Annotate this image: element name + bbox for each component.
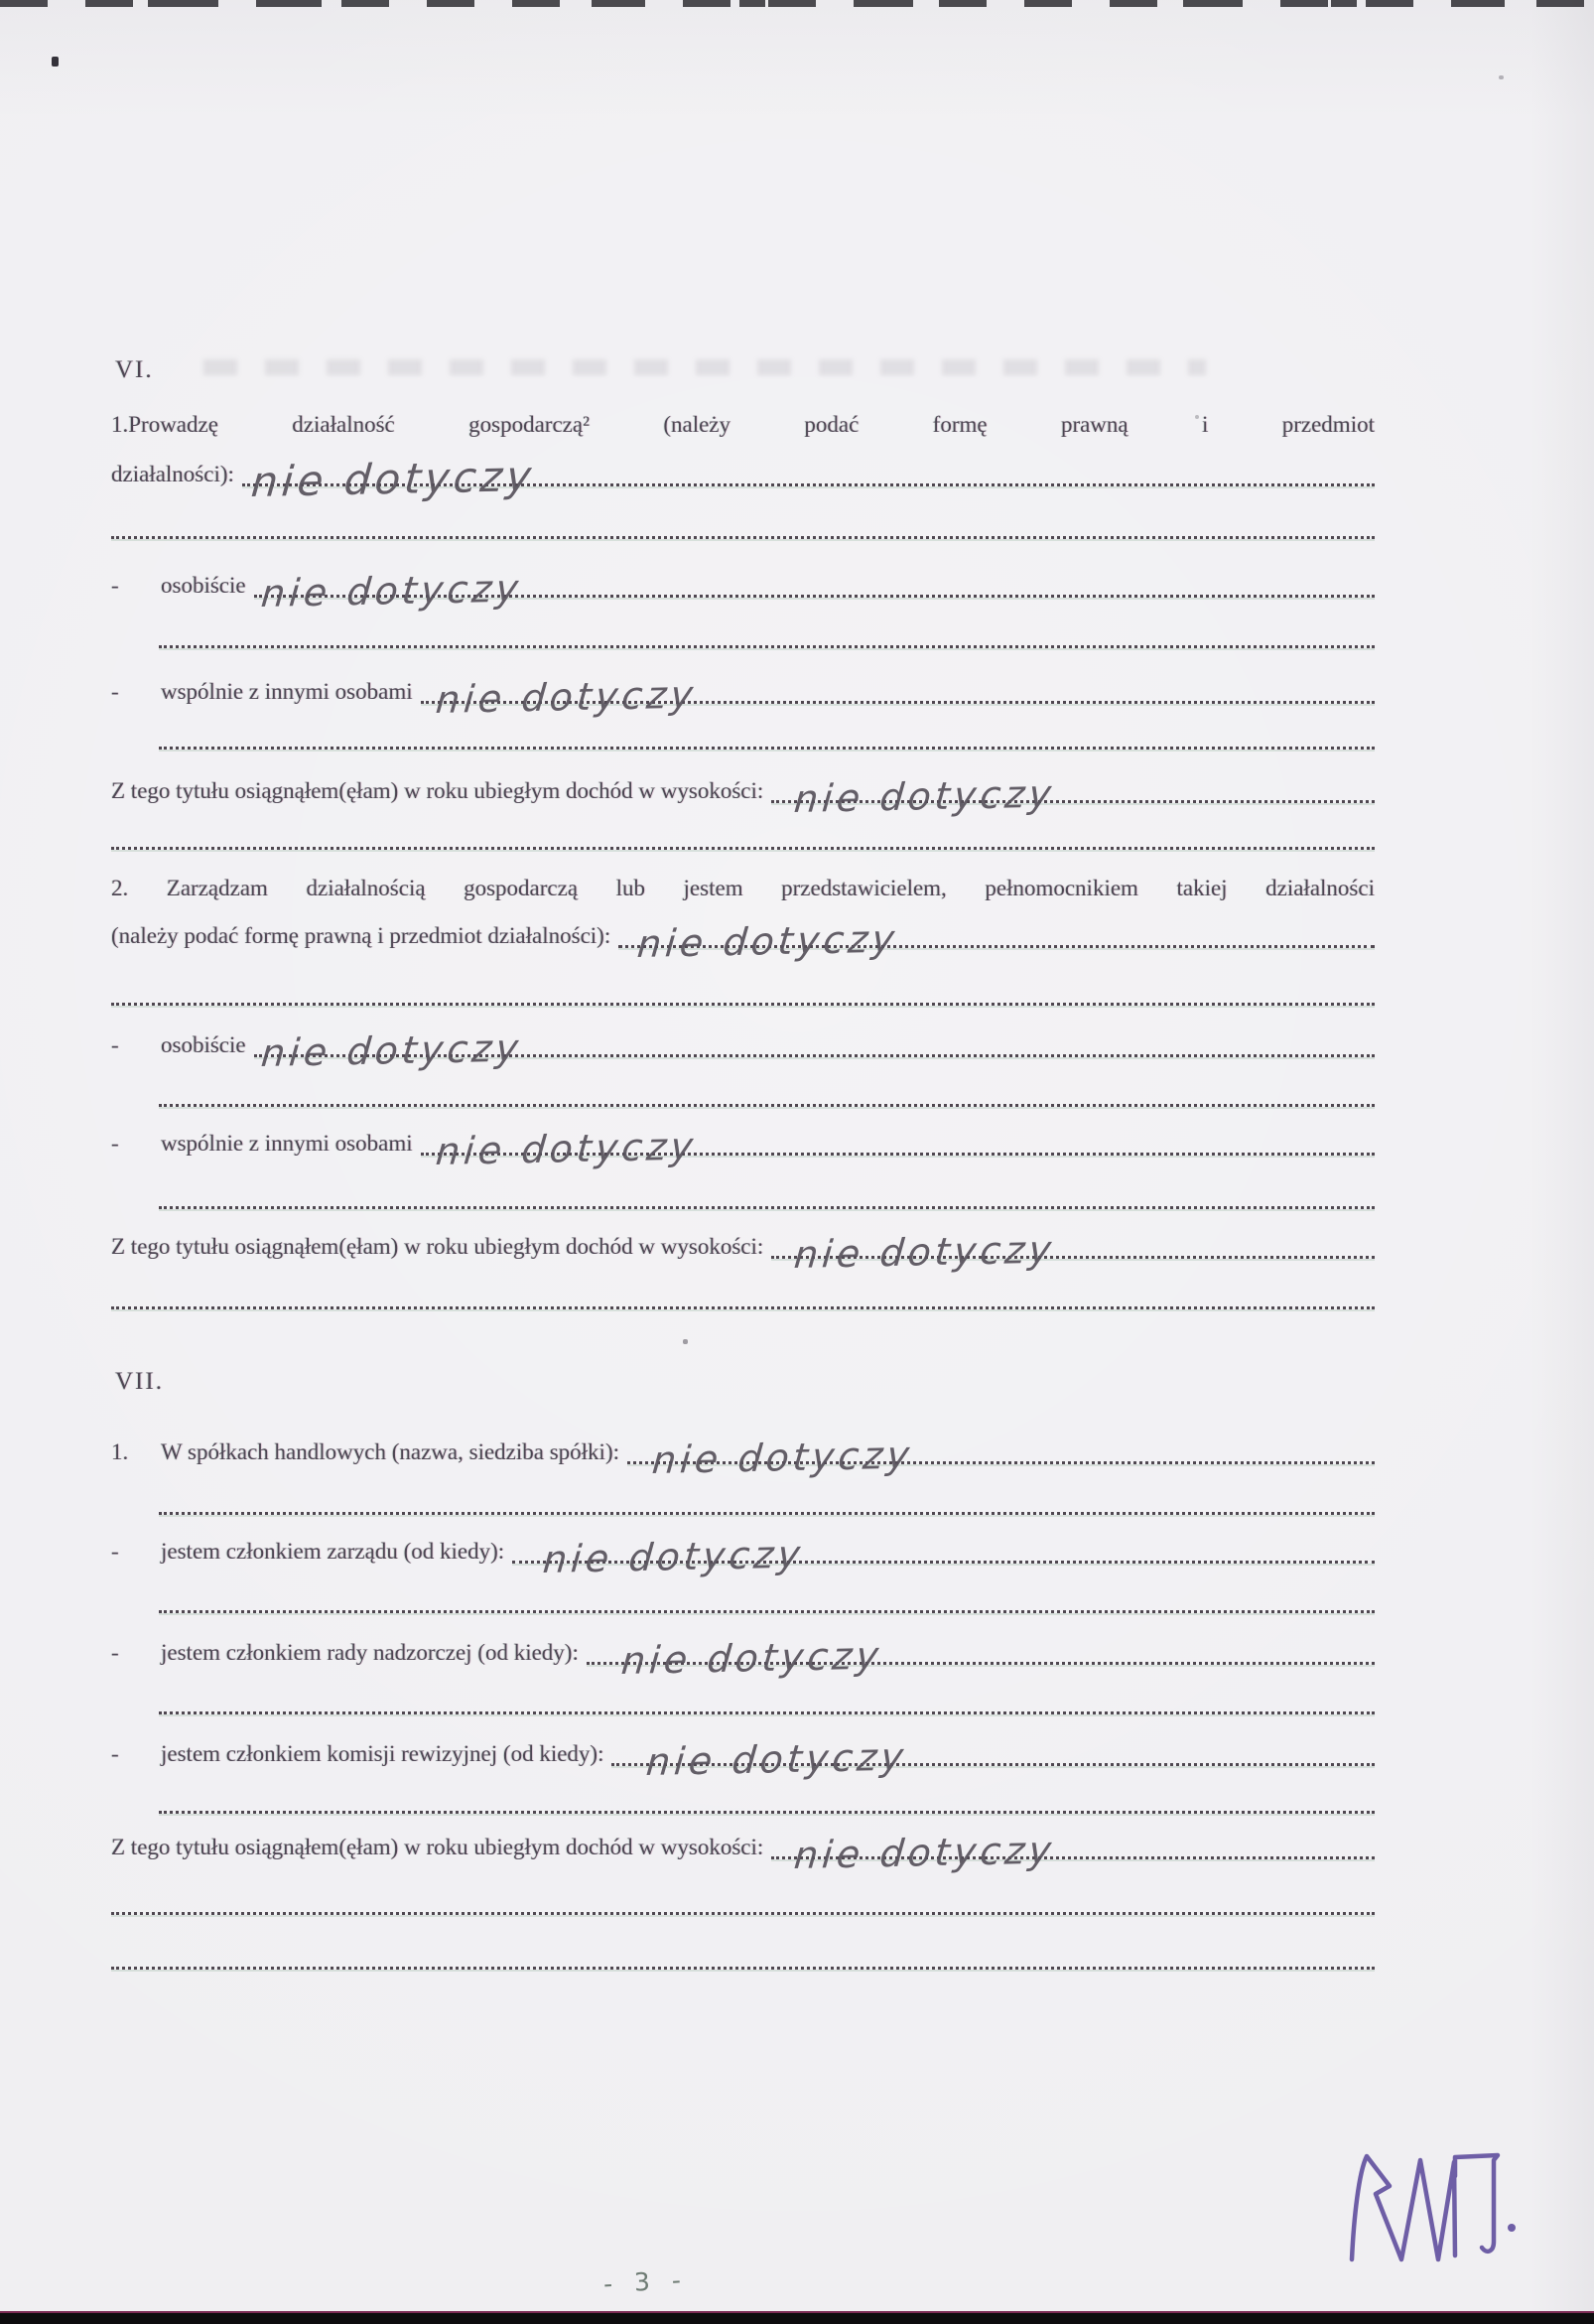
- handwritten-entry: nie dotyczy: [635, 916, 901, 966]
- word: jestem: [683, 876, 743, 900]
- word: 2.: [111, 876, 129, 900]
- ink-speck: [683, 1339, 688, 1344]
- form-row: [111, 1828, 1375, 1877]
- list-bullet: -: [111, 1640, 119, 1665]
- list-bullet: -: [111, 573, 119, 598]
- handwritten-entry: nie dotyczy: [249, 452, 537, 506]
- row-label: (należy podać formę prawną i przedmiot działalności):: [111, 923, 611, 948]
- dotted-answer-line: [627, 1433, 1375, 1482]
- scan-top-edge-artifact: [0, 0, 1594, 7]
- row-label: jestem członkiem rady nadzorczej (od kiedy):: [161, 1640, 579, 1665]
- dotted-line: [111, 830, 1375, 850]
- word: lub: [615, 876, 645, 900]
- form-paragraph-line: [111, 874, 1375, 907]
- dotted-answer-line: [421, 1124, 1375, 1173]
- word: podać: [804, 412, 860, 437]
- dotted-answer-line: [618, 916, 1375, 966]
- form-row: [111, 672, 1375, 722]
- page-number: - 3 -: [602, 2264, 689, 2299]
- scan-bottom-edge-artifact: [0, 2311, 1594, 2324]
- dotted-answer-line: [242, 452, 1375, 506]
- handwritten-entry: nie dotyczy: [792, 1828, 1058, 1877]
- dotted-answer-line: [771, 1828, 1375, 1877]
- dotted-line: [159, 1593, 1375, 1613]
- handwritten-entry: nie dotyczy: [434, 672, 699, 722]
- handwritten-entry: nie dotyczy: [644, 1734, 910, 1784]
- handwritten-entry: nie dotyczy: [259, 1025, 524, 1075]
- list-bullet: -: [111, 1539, 119, 1564]
- handwritten-entry: nie dotyczy: [650, 1433, 915, 1482]
- dotted-line: [159, 730, 1375, 750]
- dotted-line: [159, 1794, 1375, 1814]
- word: działalnością: [306, 876, 426, 900]
- dotted-answer-line: [254, 1025, 1375, 1075]
- row-label: działalności):: [111, 462, 234, 486]
- dotted-line: [159, 1495, 1375, 1515]
- ink-speck: [1499, 75, 1504, 79]
- signature-dot: [1508, 2224, 1516, 2232]
- dotted-line: [111, 519, 1375, 539]
- row-label: Z tego tytułu osiągnąłem(ęłam) w roku ubiegłym dochód w wysokości:: [111, 1234, 764, 1259]
- dotted-line: [159, 628, 1375, 648]
- word: gospodarczą: [464, 876, 579, 900]
- dotted-answer-line: [587, 1633, 1375, 1683]
- form-paragraph-line: [111, 410, 1375, 444]
- handwritten-entry: nie dotyczy: [259, 566, 524, 615]
- handwritten-entry: nie dotyczy: [792, 771, 1058, 821]
- form-row: [111, 1433, 1375, 1482]
- section-heading-text: VI.: [115, 356, 154, 383]
- form-row: [111, 452, 1375, 506]
- handwritten-entry: nie dotyczy: [792, 1227, 1058, 1277]
- ink-speck: [52, 57, 59, 67]
- word: i: [1201, 412, 1209, 437]
- word: prawną: [1060, 412, 1129, 437]
- form-row: [111, 1025, 1375, 1075]
- dotted-line: [111, 1895, 1375, 1915]
- dotted-line: [159, 1087, 1375, 1107]
- section-heading: [115, 1367, 1375, 1401]
- dotted-answer-line: [254, 566, 1375, 615]
- dotted-line: [111, 986, 1375, 1006]
- dotted-answer-line: [421, 672, 1375, 722]
- form-row: [111, 771, 1375, 821]
- dotted-answer-line: [611, 1734, 1375, 1784]
- list-bullet: 1.: [111, 1439, 129, 1464]
- row-label: jestem członkiem komisji rewizyjnej (od kiedy):: [161, 1741, 604, 1766]
- handwritten-entry: nie dotyczy: [619, 1633, 884, 1683]
- list-bullet: -: [111, 1032, 119, 1057]
- section-heading: [115, 355, 1375, 389]
- row-label: jestem członkiem zarządu (od kiedy):: [161, 1539, 505, 1564]
- word: działalność: [292, 412, 395, 437]
- word: pełnomocnikiem: [985, 876, 1138, 900]
- section-heading-text: VII.: [115, 1368, 164, 1395]
- word: formę: [932, 412, 988, 437]
- form-row: [111, 1734, 1375, 1784]
- word: gospodarczą²: [468, 412, 590, 437]
- handwritten-entry: nie dotyczy: [434, 1124, 699, 1173]
- word: Zarządzam: [166, 876, 268, 900]
- word: przedmiot: [1281, 412, 1375, 437]
- form-row: [111, 1532, 1375, 1581]
- list-bullet: -: [111, 679, 119, 704]
- word: działalności: [1265, 876, 1375, 900]
- row-label: Z tego tytułu osiągnąłem(ęłam) w roku ubiegłym dochód w wysokości:: [111, 778, 764, 803]
- signature-paraf: [1342, 2142, 1530, 2281]
- form-row: [111, 1124, 1375, 1173]
- dotted-answer-line: [512, 1532, 1375, 1581]
- word: (należy: [663, 412, 731, 437]
- word: takiej: [1176, 876, 1228, 900]
- form-row: [111, 916, 1375, 966]
- word: 1.Prowadzę: [111, 412, 218, 437]
- dotted-line: [159, 1695, 1375, 1714]
- row-label: wspólnie z innymi osobami: [161, 679, 413, 704]
- row-label: osobiście: [161, 573, 246, 598]
- row-label: W spółkach handlowych (nazwa, siedziba spółki):: [161, 1439, 619, 1464]
- form-row: [111, 1227, 1375, 1277]
- list-bullet: -: [111, 1131, 119, 1156]
- dotted-answer-line: [771, 1227, 1375, 1277]
- form-row: [111, 1633, 1375, 1683]
- row-label: Z tego tytułu osiągnąłem(ęłam) w roku ubiegłym dochód w wysokości:: [111, 1835, 764, 1859]
- dotted-line: [159, 1189, 1375, 1209]
- dotted-line: [111, 1290, 1375, 1309]
- row-label: wspólnie z innymi osobami: [161, 1131, 413, 1156]
- dotted-line: [111, 1950, 1375, 1970]
- handwritten-entry: nie dotyczy: [541, 1532, 806, 1581]
- word: przedstawicielem,: [781, 876, 947, 900]
- list-bullet: -: [111, 1741, 119, 1766]
- row-label: osobiście: [161, 1032, 246, 1057]
- form-row: [111, 566, 1375, 615]
- dotted-answer-line: [771, 771, 1375, 821]
